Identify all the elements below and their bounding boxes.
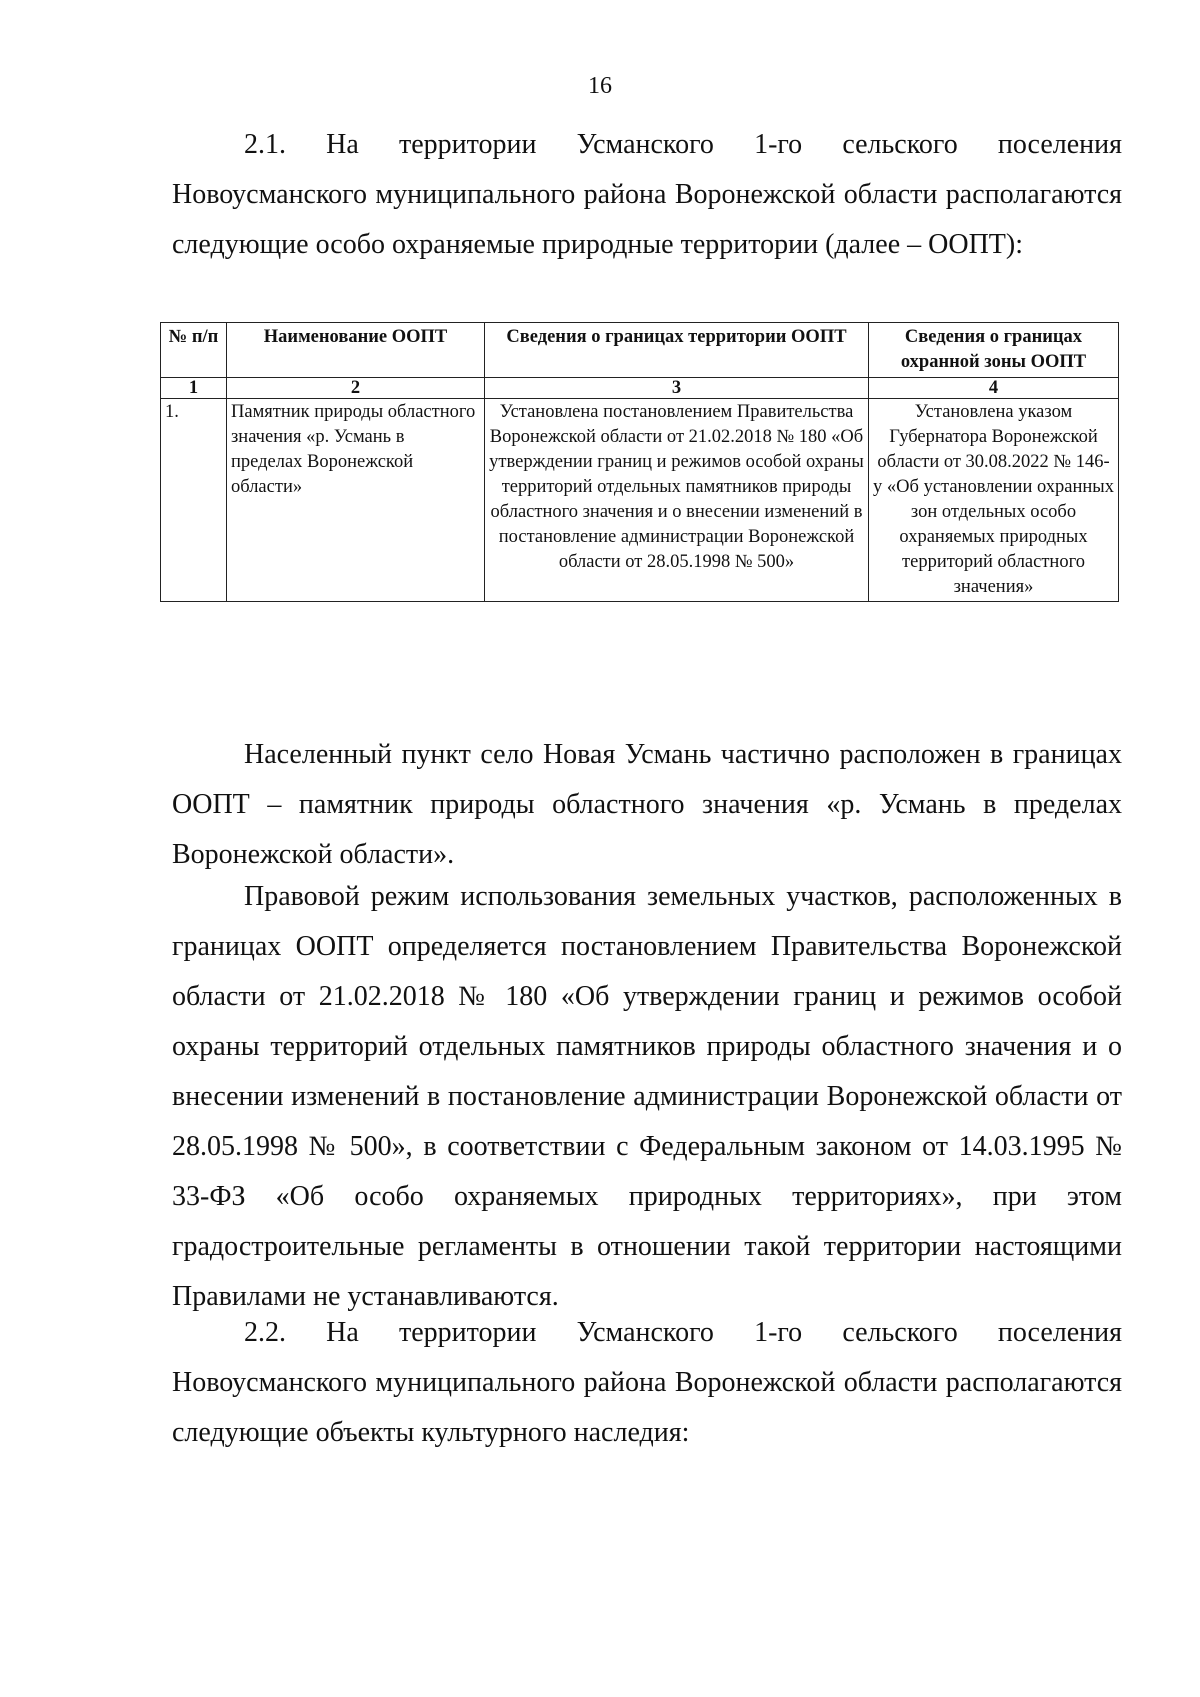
paragraph-legal-regime <box>172 872 1122 1322</box>
row-territory-bounds: Установлена постановлением Правительства Воронежской области от 21.02.2018 № 180 «Об утверждении границ и режимов особой охраны территорий отдельных памятников природы областного значения и о внесении изменений в постановление администрации Воронежской области от 28.05.1998 № 500» <box>485 399 869 602</box>
header-number: № п/п <box>161 323 227 378</box>
header-name: Наименование ООПТ <box>227 323 485 378</box>
column-number: 3 <box>485 378 869 399</box>
paragraph-2-2 <box>172 1308 1122 1458</box>
row-zone-bounds: Установлена указом Губернатора Воронежской области от 30.08.2022 № 146-у «Об установлении охранных зон отдельных особо охраняемых природных территорий областного значения» <box>869 399 1119 602</box>
table-header-row <box>161 323 1119 378</box>
row-number: 1. <box>161 399 227 602</box>
column-number-row <box>161 378 1119 399</box>
oopt-table <box>160 322 1119 602</box>
page-number: 16 <box>588 73 612 99</box>
header-zone-bounds: Сведения о границах охранной зоны ООПТ <box>869 323 1119 378</box>
row-oopt-name: Памятник природы областного значения «р. Усмань в пределах Воронежской области» <box>227 399 485 602</box>
paragraph-2-1-text: 2.1. На территории Усманского 1-го сельского поселения Новоусманского муниципального района Воронежской области располагаются следующие особо охраняемые природные территории (далее – ООПТ): <box>172 129 1122 260</box>
header-territory-bounds: Сведения о границах территории ООПТ <box>485 323 869 378</box>
table-row <box>161 399 1119 602</box>
column-number: 2 <box>227 378 485 399</box>
paragraph-settlement <box>172 730 1122 880</box>
column-number: 4 <box>869 378 1119 399</box>
column-number: 1 <box>161 378 227 399</box>
paragraph-2-1 <box>172 120 1122 270</box>
paragraph-settlement-text: Населенный пункт село Новая Усмань частично расположен в границах ООПТ – памятник природы областного значения «р. Усмань в пределах Воронежской области». <box>172 739 1122 870</box>
paragraph-legal-regime-text: Правовой режим использования земельных участков, расположенных в границах ООПТ определяется постановлением Правительства Воронежской области от 21.02.2018 № 180 «Об утверждении границ и режимов особой охраны территорий отдельных памятников природы областного значения и о внесении изменений в постановление администрации Воронежской области от 28.05.1998 № 500», в соответствии с Федеральным законом от 14.03.1995 № 33-ФЗ «Об особо охраняемых природных территориях», при этом градостроительные регламенты в отношении такой территории настоящими Правилами не устанавливаются. <box>172 881 1122 1312</box>
paragraph-2-2-text: 2.2. На территории Усманского 1-го сельского поселения Новоусманского муниципального района Воронежской области располагаются следующие объекты культурного наследия: <box>172 1317 1122 1448</box>
